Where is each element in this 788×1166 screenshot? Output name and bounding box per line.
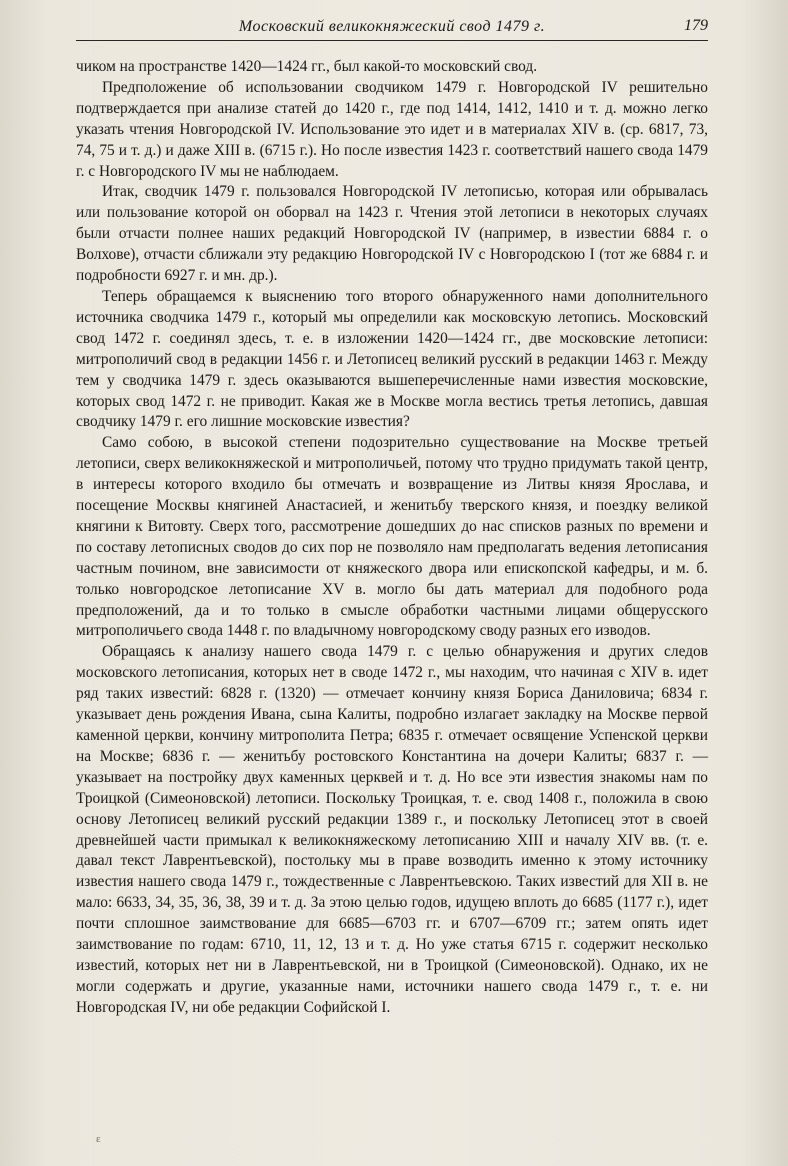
paragraph: Само собою, в высокой степени подозрительно существование на Москве третьей летописи, сверх великокняжеской и митрополичьей, потому что трудно придумать такой центр, в интересы которого входило бы отмечать и возвращение из Литвы князя Ярослава, и посещение Москвы княгиней Анастасией, и женитьбу тверского князя, и поездку великой княгини к Витовту. Сверх того, рассмотрение дошедших до нас списков разных по времени и по составу летописных сводов до сих пор не позволяло нам предполагать ведения летописания частным почином, вне зависимости от княжеского двора или епископской кафедры, и м. б. только новгородское летописание XV в. могло бы дать материал для подобного рода предположений, да и то только в смысле обработки частными лицами общерусского митрополичьего свода 1448 г. по владычному новгородскому своду разных его изводов. [76, 434, 708, 640]
paragraph: Обращаясь к анализу нашего свода 1479 г. с целью обнаружения и других следов московского летописания, которых нет в своде 1472 г., мы находим, что начиная с XIV в. идет ряд таких известий: 6828 г. (1320) — отмечает кончину князя Бориса Даниловича; 6834 г. указывает день рождения Ивана, сына Калиты, подробно излагает закладку на Москве первой каменной церкви, кончину митрополита Петра; 6835 г. отмечает освящение Успенской церкви на Москве; 6836 г. — женитьбу ростовского Константина на дочери Калиты; 6837 г. — указывает на постройку двух каменных церквей и т. д. Но все эти известия знакомы нам по Троицкой (Симеоновской) летописи. Поскольку Троицкая, т. е. свод 1408 г., положила в свою основу Летописец великий русский редакции 1389 г., и поскольку Летописец этот в своей древнейшей части примыкал к великокняжескому летописанию XIII и началу XIV вв. (т. е. давал текст Лаврентьевской), постольку мы в праве возводить именно к этому источнику известия нашего свода 1479 г., тождественные с Лаврентьевскою. Таких известий для XII в. не мало: 6633, 34, 35, 36, 38, 39 и т. д. За этою целью годов, идущею вплоть до 6685 (1177 г.), идет почти сплошное заимствование для 6685—6703 гг. и 6707—6709 гг.; затем опять идет заимствование по годам: 6710, 11, 12, 13 и т. д. Но уже статья 6715 г. содержит несколько известий, которых нет ни в Лаврентьевской, ни в Троицкой (Симеоновской). Однако, их не могли содержать и другие, указанные нами, источники нашего свода 1479 г., т. е. ни Новгородская IV, ни обе редакции Софийской I. [76, 643, 708, 1016]
body-text [76, 57, 708, 1019]
paragraph-continuation: чиком на пространстве 1420—1424 гг., был какой-то московский свод. [76, 58, 538, 75]
signature-mark: ε [96, 1133, 101, 1145]
running-title: Московский великокняжеский свод 1479 г. [238, 18, 546, 35]
page-number: 179 [684, 17, 708, 34]
page-header [76, 10, 708, 41]
paragraph: Предположение об использовании сводчиком 1479 г. Новгородской IV решительно подтверждается при анализе статей до 1420 г., где под 1414, 1412, 1410 и т. д. можно легко указать чтения Новгородской IV. Использование это идет и в материалах XIV в. (ср. 6817, 73, 74, 75 и т. д.) и даже XIII в. (6715 г.). Но после известия 1423 г. соответствий нашего свода 1479 г. с Новгородского IV мы не наблюдаем. [76, 78, 708, 180]
paragraph: Теперь обращаемся к выяснению того второго обнаруженного нами дополнительного источника сводчика 1479 г., который мы определили как московскую летопись. Московский свод 1472 г. соединял здесь, т. е. в изложении 1420—1424 гг., две московские летописи: митрополичий свод в редакции 1456 г. и Летописец великий русский в редакции 1463 г. Между тем у сводчика 1479 г. здесь оказываются вышеперечисленные нами известия московские, которых свод 1472 г. не приводит. Какая же в Москве могла вестись третья летопись, давшая сводчику 1479 г. его лишние московские известия? [76, 287, 708, 431]
paragraph: Итак, сводчик 1479 г. пользовался Новгородской IV летописью, которая или обрывалась или пользование которой он оборвал на 1423 г. Чтения этой летописи в некоторых случаях были отчасти полнее наших редакций Новгородской IV (например, в известии 6884 г. о Волхове), отчасти сближали эту редакцию Новгородской IV с Новгородскою I (тот же 6884 г. и подробности 6927 г. и мн. др.). [76, 183, 708, 285]
